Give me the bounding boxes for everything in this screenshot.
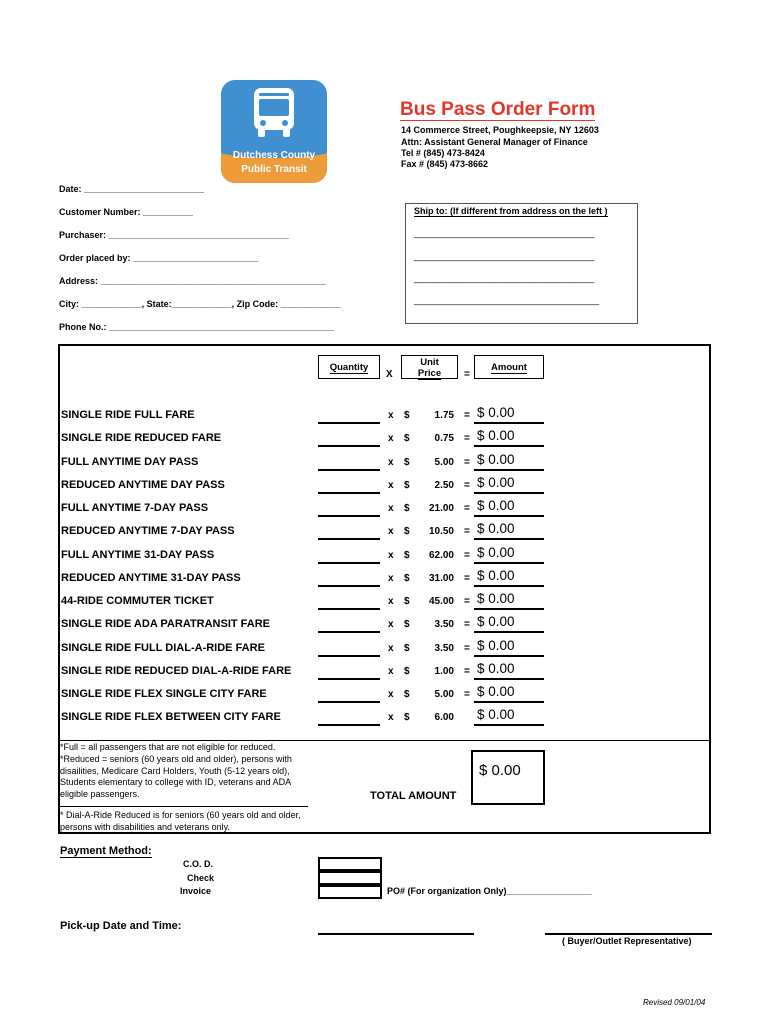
notes-divider <box>58 740 711 741</box>
header-address: 14 Commerce Street, Poughkeepsie, NY 12603 <box>401 125 599 135</box>
unit-price: 21.00 <box>428 503 454 514</box>
item-label: SINGLE RIDE REDUCED FARE <box>61 432 222 445</box>
item-label: SINGLE RIDE FULL DIAL-A-RIDE FARE <box>61 641 265 654</box>
dollar-sign: $ <box>404 689 410 700</box>
note-full: *Full = all passengers that are not eligible for reduced. <box>60 742 276 752</box>
times-sign: x <box>388 712 394 724</box>
times-sign: x <box>388 526 394 538</box>
quantity-input[interactable] <box>318 608 380 610</box>
equals-sign: = <box>464 526 470 538</box>
amount-line <box>474 445 544 447</box>
item-label: REDUCED ANYTIME 7-DAY PASS <box>61 525 235 538</box>
representative-line[interactable] <box>545 933 712 935</box>
item-label: FULL ANYTIME 7-DAY PASS <box>61 502 209 514</box>
amount-line <box>474 492 544 494</box>
dollar-sign: $ <box>404 665 410 677</box>
item-label: SINGLE RIDE FULL FARE <box>61 409 195 421</box>
dollar-sign: $ <box>404 619 410 631</box>
city-state-zip-field[interactable]: City: ____________, State:____________, Zip Code: ____________ <box>59 299 341 309</box>
quantity-input[interactable] <box>318 515 380 517</box>
times-sign: x <box>388 665 394 677</box>
times-sign: x <box>388 456 394 468</box>
quantity-input[interactable] <box>318 585 380 587</box>
amount-value: $ 0.00 <box>477 544 515 560</box>
equals-sign: = <box>464 596 470 607</box>
phone-field[interactable]: Phone No.: _____________________________________________ <box>59 322 335 332</box>
date-field[interactable]: Date: ________________________ <box>59 184 205 194</box>
quantity-input[interactable] <box>318 538 380 540</box>
note-divider <box>58 806 308 807</box>
payment-cod-label: C.O. D. <box>183 859 214 869</box>
times-sign: x <box>388 572 394 584</box>
amount-line <box>474 538 544 540</box>
item-label: 44-RIDE COMMUTER TICKET <box>61 595 214 607</box>
quantity-input[interactable] <box>318 724 380 726</box>
amount-line <box>474 562 544 564</box>
dollar-sign: $ <box>404 526 410 538</box>
amount-value: $ 0.00 <box>477 684 515 699</box>
dollar-sign: $ <box>404 572 410 584</box>
quantity-input[interactable] <box>318 492 380 494</box>
ship-to-line[interactable]: ____________________________________ <box>414 273 595 283</box>
amount-line <box>474 585 544 587</box>
note-reduced: *Reduced = seniors (60 years old and older), persons with disailities, Medicare Card Holders, Youth (5-12 years old), Students elementary to college with ID, veterans and ADA eligible passengers. <box>60 754 292 799</box>
form-title: Bus Pass Order Form <box>400 99 596 120</box>
amount-value: $ 0.00 <box>477 567 515 583</box>
amount-value: $ 0.00 <box>477 521 515 537</box>
equals-sign: = <box>464 642 470 654</box>
quantity-input[interactable] <box>318 678 380 680</box>
amount-value: $ 0.00 <box>477 498 515 513</box>
quantity-input[interactable] <box>318 445 380 447</box>
address-field[interactable]: Address: _____________________________________________ <box>59 276 326 286</box>
unit-price: 10.50 <box>428 526 454 538</box>
unit-price: 6.00 <box>434 712 454 724</box>
amount-value: $ 0.00 <box>477 614 515 630</box>
times-sign: x <box>388 479 394 491</box>
quantity-input[interactable] <box>318 631 380 633</box>
amount-value: $ 0.00 <box>477 660 515 676</box>
equals-sign: = <box>464 619 470 631</box>
po-field[interactable]: PO# (For organization Only)_________________ <box>387 886 592 896</box>
dollar-sign: $ <box>404 712 410 724</box>
dollar-sign: $ <box>404 410 410 421</box>
equals-sign: = <box>464 572 470 584</box>
amount-line <box>474 678 544 680</box>
item-label: SINGLE RIDE FLEX SINGLE CITY FARE <box>61 688 267 700</box>
times-header: X <box>386 369 393 380</box>
dollar-sign: $ <box>404 456 410 468</box>
dollar-sign: $ <box>404 596 410 607</box>
ship-to-line[interactable]: ____________________________________ <box>414 228 595 238</box>
quantity-input[interactable] <box>318 469 380 471</box>
amount-line <box>474 631 544 633</box>
unit-price: 1.75 <box>434 410 454 421</box>
dollar-sign: $ <box>404 479 410 491</box>
unit-price: 62.00 <box>428 549 454 561</box>
amount-line <box>474 701 544 703</box>
equals-sign: = <box>464 549 470 561</box>
quantity-input[interactable] <box>318 422 380 424</box>
times-sign: x <box>388 596 394 607</box>
equals-sign: = <box>464 410 470 421</box>
representative-label: ( Buyer/Outlet Representative) <box>562 936 692 946</box>
unit-price: 3.50 <box>434 619 454 631</box>
unit-price: 45.00 <box>428 596 454 607</box>
purchaser-field[interactable]: Purchaser: ____________________________________ <box>59 230 289 240</box>
header-fax: Fax # (845) 473-8662 <box>401 159 489 169</box>
unit-price: 5.00 <box>434 689 454 700</box>
amount-value: $ 0.00 <box>477 707 515 723</box>
dollar-sign: $ <box>404 433 410 445</box>
quantity-input[interactable] <box>318 655 380 657</box>
ship-to-box <box>405 203 638 324</box>
unit-price: 3.50 <box>434 642 454 654</box>
order-placed-by-field[interactable]: Order placed by: _________________________ <box>59 253 259 263</box>
amount-value: $ 0.00 <box>477 428 515 444</box>
item-label: FULL ANYTIME DAY PASS <box>61 455 199 468</box>
total-value: $ 0.00 <box>479 762 521 779</box>
item-label: REDUCED ANYTIME DAY PASS <box>61 478 225 491</box>
amount-line <box>474 608 544 610</box>
quantity-input[interactable] <box>318 562 380 564</box>
pickup-label: Pick-up Date and Time: <box>60 920 182 932</box>
header-tel: Tel # (845) 473-8424 <box>401 148 485 158</box>
amount-line <box>474 422 544 424</box>
ship-to-label: Ship to: (If different from address on the left ) <box>414 206 608 216</box>
item-label: FULL ANYTIME 31-DAY PASS <box>61 548 215 561</box>
item-label: SINGLE RIDE FLEX BETWEEN CITY FARE <box>61 711 281 724</box>
amount-header: Amount <box>474 355 544 379</box>
times-sign: x <box>388 689 394 700</box>
unit-price: 1.00 <box>434 665 454 677</box>
quantity-input[interactable] <box>318 701 380 703</box>
amount-value: $ 0.00 <box>477 451 515 467</box>
logo-line2: Public Transit <box>241 164 307 175</box>
amount-value: $ 0.00 <box>477 591 515 606</box>
pickup-line[interactable] <box>318 933 474 935</box>
payment-invoice-label: Invoice <box>180 886 212 896</box>
payment-title: Payment Method: <box>60 845 152 857</box>
amount-line <box>474 655 544 657</box>
unit-price-header: Unit Price <box>401 355 458 379</box>
ship-to-line[interactable]: ____________________________________ <box>414 251 595 261</box>
revised-date: Revised 09/01/04 <box>643 998 706 1007</box>
transit-logo <box>221 80 327 183</box>
times-sign: x <box>388 503 394 514</box>
amount-line <box>474 724 544 726</box>
dollar-sign: $ <box>404 503 410 514</box>
times-sign: x <box>388 619 394 631</box>
equals-header: = <box>464 369 470 380</box>
dollar-sign: $ <box>404 549 410 561</box>
invoice-checkbox[interactable] <box>318 885 382 899</box>
unit-price: 0.75 <box>434 433 454 445</box>
times-sign: x <box>388 642 394 654</box>
customer-number-field[interactable]: Customer Number: __________ <box>59 207 194 217</box>
amount-line <box>474 469 544 471</box>
equals-sign: = <box>464 503 470 514</box>
bus-icon <box>251 86 297 138</box>
equals-sign: = <box>464 665 470 677</box>
note-dial: * Dial-A-Ride Reduced is for seniors (60 years old and older, persons with disabilities and veterans only. <box>60 810 301 832</box>
total-box <box>471 750 545 805</box>
amount-value: $ 0.00 <box>477 405 515 420</box>
item-label: SINGLE RIDE REDUCED DIAL-A-RIDE FARE <box>61 664 292 677</box>
amount-value: $ 0.00 <box>477 637 515 653</box>
unit-price: 5.00 <box>434 456 454 468</box>
equals-sign: = <box>464 456 470 468</box>
amount-value: $ 0.00 <box>477 474 515 490</box>
check-checkbox[interactable] <box>318 871 382 885</box>
dollar-sign: $ <box>404 642 410 654</box>
times-sign: x <box>388 433 394 445</box>
amount-line <box>474 515 544 517</box>
times-sign: x <box>388 549 394 561</box>
equals-sign: = <box>464 689 470 700</box>
payment-check-label: Check <box>187 873 215 883</box>
header-attn: Attn: Assistant General Manager of Finance <box>401 137 588 147</box>
equals-sign: = <box>464 479 470 491</box>
ship-to-line[interactable]: _____________________________________ <box>414 295 600 305</box>
item-label: SINGLE RIDE ADA PARATRANSIT FARE <box>61 618 271 631</box>
equals-sign: = <box>464 433 470 445</box>
unit-price: 2.50 <box>434 479 454 491</box>
item-label: REDUCED ANYTIME 31-DAY PASS <box>61 571 241 584</box>
times-sign: x <box>388 410 394 421</box>
quantity-header: Quantity <box>318 355 380 379</box>
cod-checkbox[interactable] <box>318 857 382 871</box>
logo-line1: Dutchess County <box>232 150 316 161</box>
unit-price: 31.00 <box>428 572 454 584</box>
total-label: TOTAL AMOUNT <box>370 790 457 802</box>
